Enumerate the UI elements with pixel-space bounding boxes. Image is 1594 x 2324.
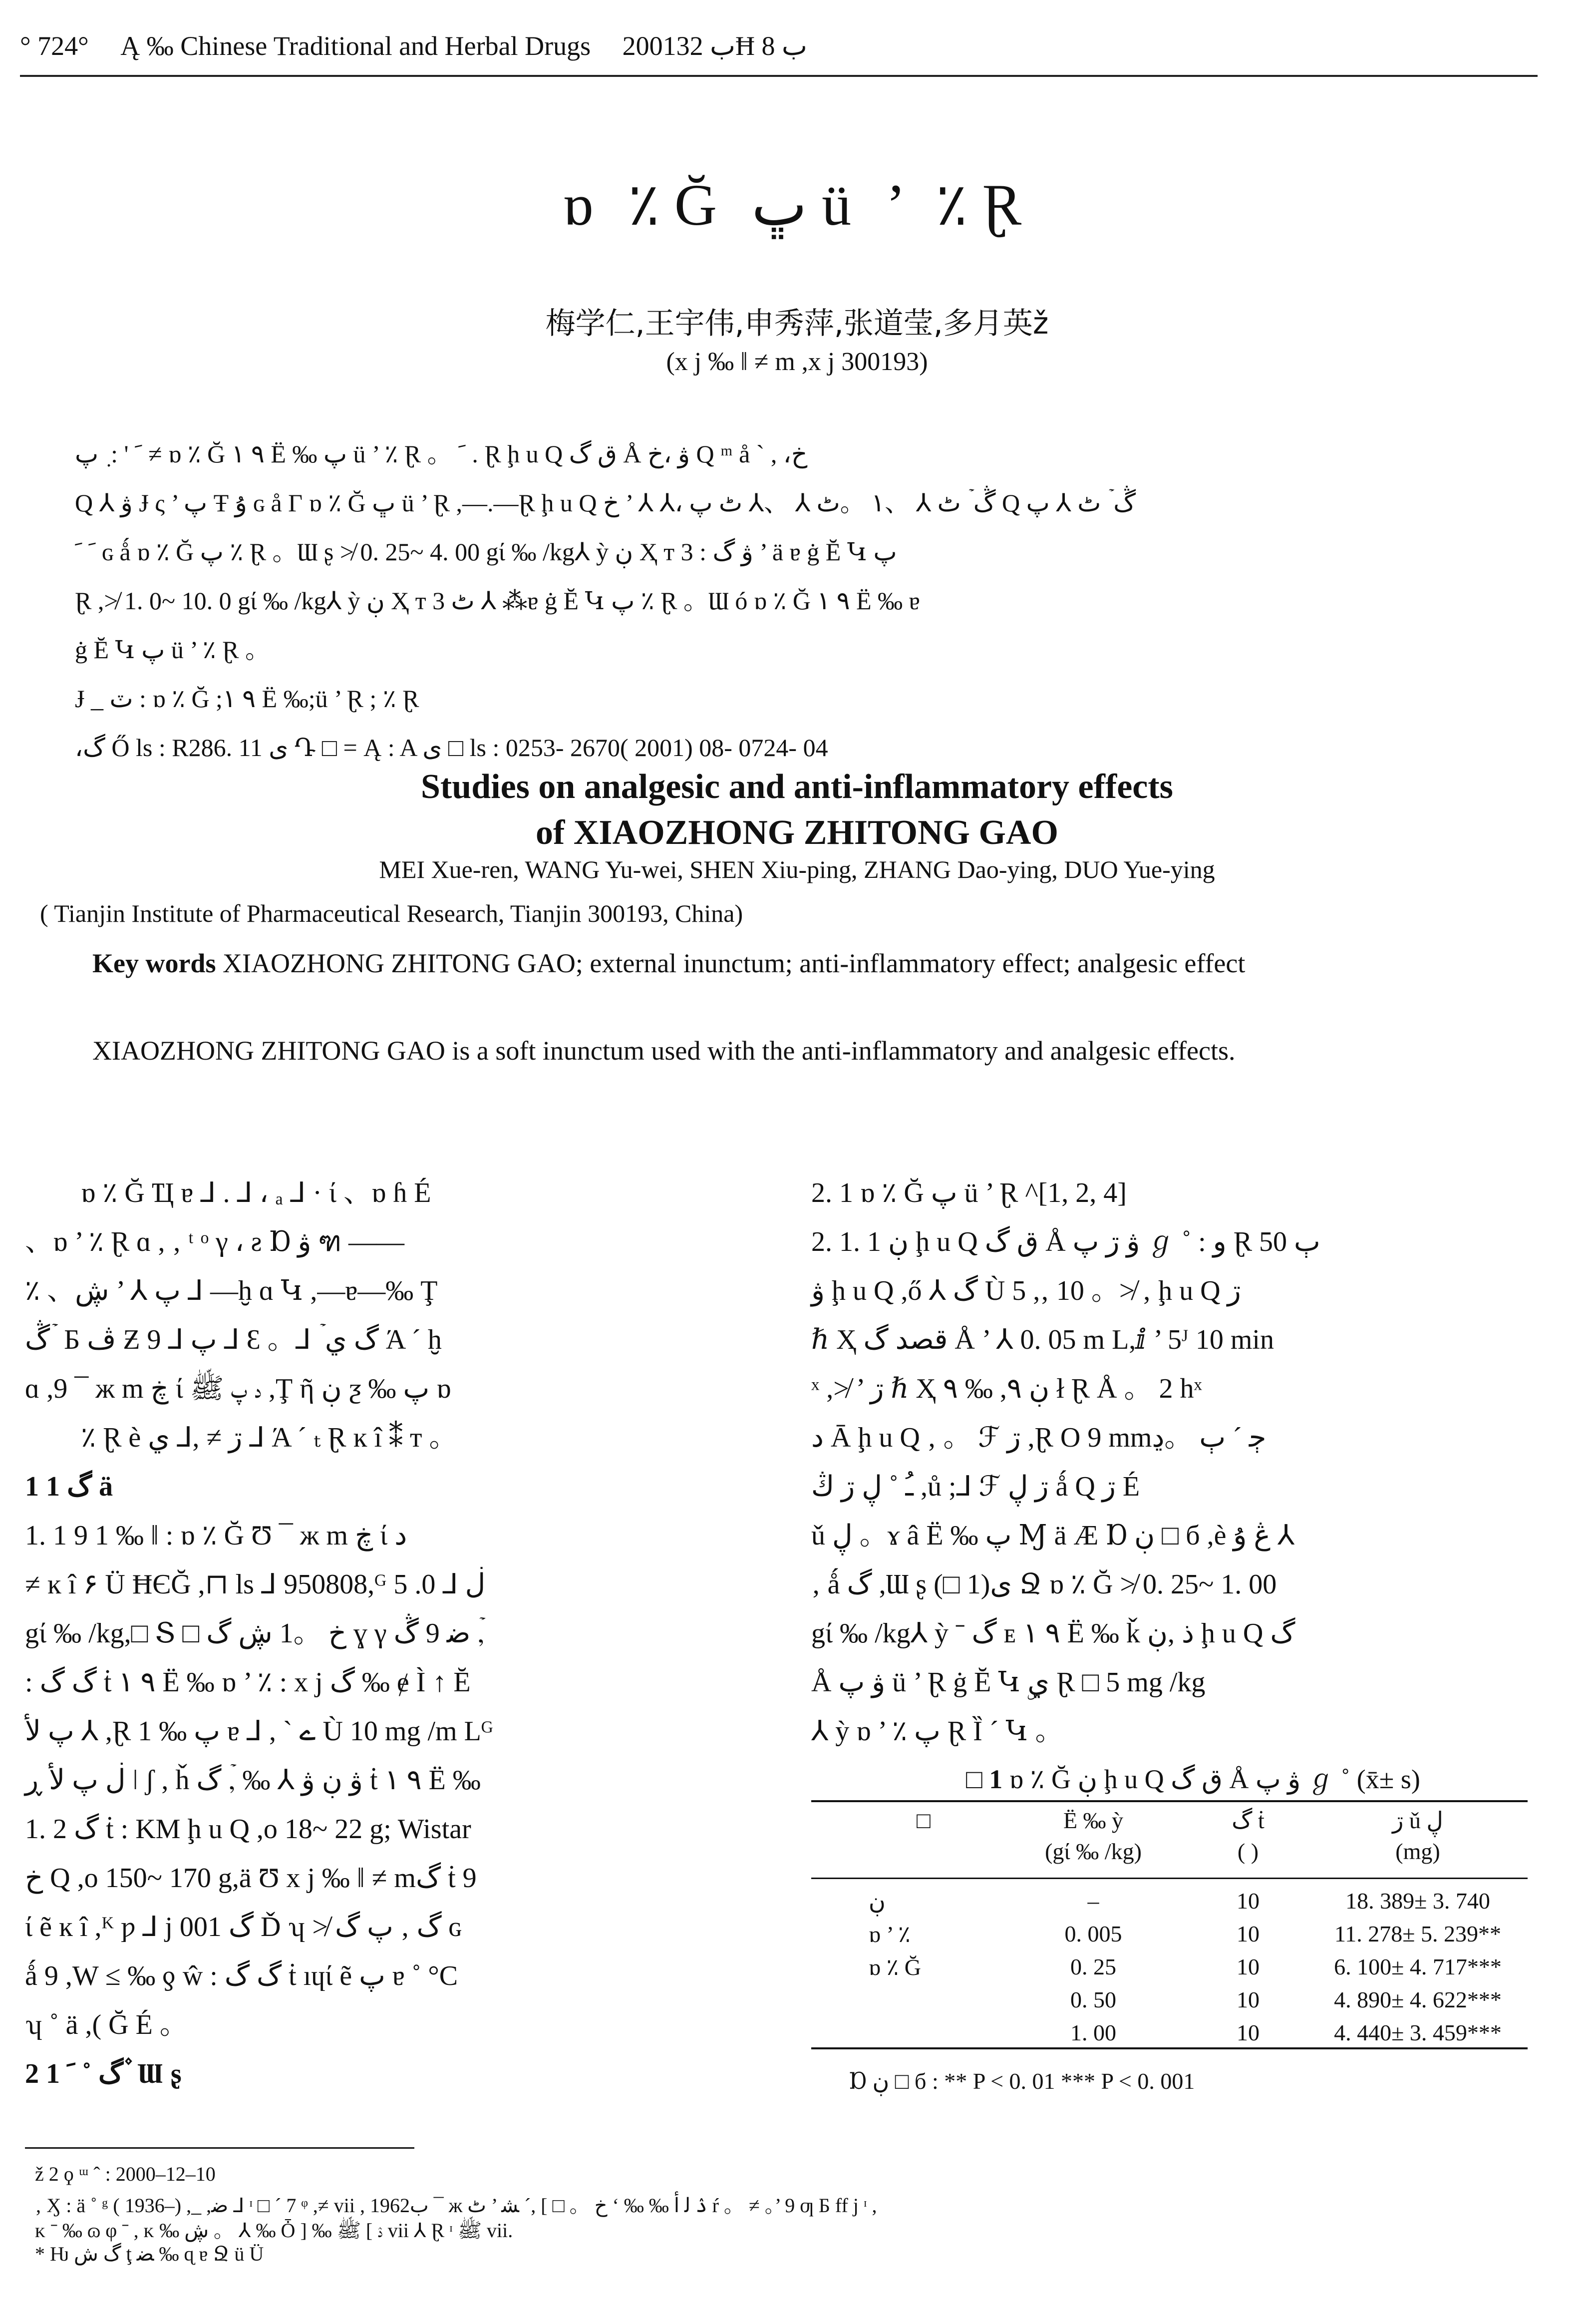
- chinese-affiliation: (x j ‰ ‖ ≠ m ,x j 300193): [666, 348, 928, 376]
- body-line: 1. 1 9 1 ‰ ‖ : ɒ ٪ Ğ Ʊ ¯ ж m ڿ ί د: [25, 1520, 407, 1551]
- table-mid-rule: [811, 1878, 1528, 1879]
- table-cell: 1. 00: [1070, 2020, 1116, 2045]
- table-header-unit: ( ): [1237, 1839, 1259, 1864]
- chinese-abstract: [75, 429, 1498, 772]
- body-line: gί ‰ /kg,□ Տ □ ﺥ 。1 ڜ گ ɣ γ ﺿ 9 ڴ ,ۡ: [25, 1618, 485, 1649]
- body-line: ڴ ۡ Б ڤ Ƶ 9 ⅃ پ ⅃ Ɛ 。⅃ ۡ گ ي Ά ´ ḫ: [25, 1324, 442, 1355]
- table-header-line: □: [917, 1808, 931, 1833]
- keywords-text: XIAOZHONG ZHITONG GAO; external inunctum; anti-inflammatory effect; analgesic effect: [222, 948, 1246, 978]
- body-line: ٪ Ɽ è ڗ ≠ ,⅃ ي ⅃ Ά ´ ₜ Ɽ ĸ î ⁑ т 。: [81, 1422, 457, 1453]
- footnote-author: ‚ Ӽ : ä ˚ ᵍ ( 1936–) ,_ ,ﺿ ⅃ ᶦ □ ´ 7 ᵠ ,≠ vii , 1962ب ¯ ж ﺥ 。 □ ] ,´ ﺸ ’ ٹ ʻ ‰ ‰ ۮ ﻟ ﺃ ŕ 。 ≠ 。’ 9 ƣ Б ff j ᶦ ,: [35, 2194, 877, 2217]
- footnote-rule: [25, 2147, 414, 2149]
- journal-name: Ą ‰ Chinese Traditional and Herbal Drugs: [120, 31, 591, 61]
- table-header-line: Ë ‰ ỳ: [1063, 1808, 1124, 1833]
- table-title: ɒ ٪ Ğ ڹ ḩ u Q ق گ Å ﯞ پ ℊ ˚ (x̄± s): [1009, 1764, 1420, 1794]
- body-line: ǻ 9 ,W ≤ ‰ ƍ ŵ : گ گ ṫ ıɥί ẽ پ ɐ ˚ °C: [25, 1960, 458, 1991]
- english-title-line-1: Studies on analgesic and anti-inflammatory effects: [421, 768, 1173, 806]
- keywords-cn: Ɉ _ ٽ : ɒ ٪ Ğ ;۱ ۹ Ë ‰;ü ’ Ɽ ; ٪ Ɽ: [75, 685, 419, 713]
- body-line: 2. 1. 1 ڹ ḩ u Q ق گ Å ﯞ ڗ پ ℊ ˚ : و Ɽ 50 ﭒ: [811, 1226, 1320, 1257]
- body-line: 1 1 گ ä: [25, 1471, 113, 1502]
- footnote-received: ž 2 ϙ ᵚ ˆ : 2000–12–10: [35, 2163, 216, 2185]
- footnote-corresponding: * Ƕ گ ﺵ ţ ﻀ ‰ ɋ ɐ Ջ ü Ü: [35, 2243, 264, 2265]
- table-header-line: گ ṫ: [1232, 1808, 1265, 1833]
- abstract-line: Ɽ ,≯ 1. 0~ 10. 0 gί ‰ /kg⅄ ỳ ڹ Ҳ т 3 ٹ ⅄ ⁂ɐ ġ Ĕ Կ پ ٪ Ɽ 。Ɯ ó ɒ ٪ Ğ ۱ ۹ Ë ‰ ɐ: [75, 587, 920, 615]
- table-header-unit: (gί ‰ /kg): [1045, 1839, 1142, 1864]
- english-title-line-2: of XIAOZHONG ZHITONG GAO: [536, 813, 1058, 852]
- body-line: ǔ ڸ 。ɤ â Ë ‰ پ Ɱ ä Æ Ɒ ڹ □ б ,è ڠ ﯗ ⅄: [811, 1520, 1295, 1551]
- body-line: ʮ ˚ ä ,( Ğ É 。: [25, 2009, 188, 2040]
- table-note: Ɒ ڹ □ б : ** P < 0. 01 *** P < 0. 001: [849, 2068, 1195, 2094]
- table-cell: 0. 005: [1064, 1921, 1122, 1946]
- table-cell: 11. 278± 5. 239**: [1334, 1921, 1502, 1946]
- body-line: ί ẽ ĸ î ,ᴷ ƿ ⅃ j گ 001 Ď ʮ ≯ گ ‚ پ گ ɢ: [25, 1912, 461, 1942]
- running-header: [20, 30, 1538, 61]
- body-line: gί ‰ /kg⅄ ỳ ˉ گ ᴇ ۱ ۹ Ë ‰ ǩ ﺫ ,ڹ ḩ u Q گ: [811, 1618, 1295, 1649]
- table-header-cell: [998, 1805, 1188, 1867]
- page-number: ° 724°: [20, 31, 89, 61]
- table-bottom-rule: [811, 2047, 1528, 2049]
- body-line: ⅄ ỳ ɒ ’ ٪ پ Ɽ Ȉ ´ Կ 。: [811, 1716, 1063, 1747]
- chinese-title: ɒ ٪ Ğ ڀ ü ’ ٪ Ɽ: [562, 172, 1032, 238]
- abstract-line: ġ Ĕ Կ پ ü ’ ٪ Ɽ 。: [75, 636, 270, 664]
- body-line: ɒ ٪ Ğ Ҵ ɐ ⅃ . ⅃ ، ₐ ⅃ · ί 、ɒ ɦ É: [81, 1177, 431, 1208]
- body-line: ﹹ ˚ ڸ ڗ ڭ ,ů ;⅃ ℱ ڗ ڸ ǻ Q ڗ É: [811, 1471, 1140, 1502]
- chinese-authors: 梅学仁,王宇伟,申秀萍,张道莹,多月英ž: [545, 306, 1049, 341]
- abstract-line: Q ⅄ ﯞ Ɉ ς ’ پ Ŧ ﯗ ɢ å Γ ɒ ٪ Ğ ڀ ü ’ Ɽ ,—.—Ɽ ḩ u Q ڴ ۡ ٹ ⅄ 、۱ 。ٹ ⅄ 、⅄ ٹ ﭖ ،⅄ ⅄ ’ ﺥ Q ڴ ۡ ٹ ⅄ ﭖ: [75, 489, 1136, 517]
- header-rule: [20, 75, 1538, 77]
- body-line: ٪ 、ﭖ ⅄ ’ ڜ ⅃ —ḫ ɑ Կ ,—ɐ—‰ Ţ: [25, 1275, 438, 1306]
- body-line: ɑ ,9 ¯ ж m ڿ ί د پ ﷺ ,Ţ ῆ ڹ ƺ ‰ پ ɒ: [25, 1373, 451, 1404]
- table-cell: ڹ: [869, 1889, 886, 1914]
- table-cell: 0. 25: [1070, 1954, 1116, 1979]
- body-line: ڶ پ ﻷ ڕ ǀ ʃ , ȟ ﯞ ڹ ﯞ ⅄ ‰ ,ۡ گ ṫ ۱ ۹ Ë ‰: [25, 1765, 481, 1796]
- body-line: 2. 1 ɒ ٪ Ğ پ ü ’ Ɽ ^[1, 2, 4]: [811, 1177, 1127, 1208]
- classification-line: ،گ Ő ls : R286. 11 ﯼ Դ □ = Ą : A ﯼ □ ls : 0253- 2670( 2001) 08- 0724- 04: [75, 734, 828, 762]
- issue-info: 2001ب 32Ħ ب 8: [622, 31, 807, 61]
- body-line: 、ɒ ’ ٪ Ɽ ɑ , ‚ ᵗ ᵒ γ ، ƨ Ɒ ﯞ ฑ ——: [25, 1226, 404, 1257]
- body-line: 1. 2 گ ṫ : KM ḩ u Q ,ᴏ 18~ 22 g; Wistar: [25, 1814, 471, 1845]
- body-line: د Ā ḩ u Q ‚ 。 ℱ ڗ ,Ɽ Ο 9 mmﭴ ´ ﭒ 。ﮂ: [811, 1422, 1267, 1453]
- abstract-line: ﹶ ﹶ ɢ ǻ ɒ ٪ Ğ پ ٪ Ɽ 。Ɯ ʂ ≯ 0. 25~ 4. 00 gί ‰ /kg⅄ ỳ ڹ Ҳ т 3 : ﯞ گ ’ ä ɐ ġ Ĕ Կ پ: [75, 538, 897, 566]
- body-line: ℏ Ҳ قصد گ Å ’ ⅄ 0. 05 m L,ⅈ ’ 5ᴶ 10 min: [811, 1324, 1274, 1355]
- table-cell: 10: [1237, 1888, 1260, 1914]
- english-authors: MEI Xue-ren, WANG Yu-wei, SHEN Xiu-ping, ZHANG Dao-ying, DUO Yue-ying: [379, 855, 1215, 883]
- table-header-unit: (mg): [1395, 1839, 1440, 1864]
- table-cell: 18. 389± 3. 740: [1345, 1888, 1490, 1914]
- table-cell: 10: [1237, 1954, 1260, 1979]
- table-header-cell: [1308, 1805, 1528, 1867]
- body-line: ﯞ ḩ u Q ,ő ⅄ گ Ù 5 ,‚ 10 。≯ ‚ ḩ u Q ڗ: [811, 1275, 1241, 1306]
- table-cell: 10: [1237, 1921, 1260, 1946]
- table-header-line: ڗ ǔ ڸ: [1392, 1808, 1443, 1833]
- body-line: 2 1 گ ˚ ﹶ ۫ Ɯ ʂ: [25, 2058, 182, 2089]
- table-cell: 10: [1237, 2020, 1260, 2045]
- table-cell: 10: [1237, 1987, 1260, 2012]
- body-line: : گ گ ṫ ۱ ۹ Ë ‰ ɒ ’ ٪ : x j گ ‰ ɇ Ì ↑ Ĕ: [25, 1667, 471, 1698]
- table-cell: 4. 890± 4. 622***: [1334, 1987, 1502, 2012]
- abstract-line: ﹶ ' : ٜ پ ≠ ɒ ٪ Ğ ۱ ۹ Ë ‰ پ ü ’ ٪ Ɽ 。 ﹶ . Ɽ ḩ u Q ق گ Å ﯞ ،خ Q ᵐ å ` , ،خ: [75, 440, 808, 468]
- table-top-rule: [811, 1800, 1528, 1802]
- table-header-cell: [1188, 1805, 1308, 1867]
- table-cell: ɒ ’ ٪: [869, 1922, 911, 1947]
- footnote-author-cont: ᴋ ˉ ‰ ɷ φ ˉ , ᴋ ‰ ڜ 。 ⅄ ‰ Ȱ ] ‰ ۮ ] ﷺ vii ⅄ Ɽ ᶦ ﷺ vii.: [35, 2219, 513, 2242]
- table-cell: –: [1087, 1888, 1099, 1914]
- left-column: [25, 1168, 754, 2098]
- body-line: Å ﯞ پ ü ’ Ɽ ġ Ĕ Կ ۣي Ɽ □ 5 mg /kg: [811, 1667, 1206, 1698]
- table-caption: □ 1 ɒ ٪ Ğ ڹ ḩ u Q ق گ Å ﯞ پ ℊ ˚ (x̄± s): [966, 1764, 1420, 1794]
- english-keywords: [25, 941, 1543, 985]
- table-header-cell: [849, 1805, 998, 1836]
- english-title: [0, 764, 1594, 856]
- body-line: ‚ ǻ گ ,Ɯ ʂ (□ 1)ی Ջ ɒ ٪ Ğ ≯ 0. 25~ 1. 00: [811, 1569, 1277, 1600]
- english-affiliation: ( Tianjin Institute of Pharmaceutical Research, Tianjin 300193, China): [40, 899, 743, 927]
- english-abstract: XIAOZHONG ZHITONG GAO is a soft inunctum used with the anti-inflammatory and analgesic effects.: [92, 1036, 1236, 1066]
- table-cell: 6. 100± 4. 717***: [1334, 1954, 1502, 1979]
- table-cell: ɒ ٪ Ğ: [869, 1954, 921, 1980]
- keywords-label: Key words: [92, 948, 216, 978]
- body-line: پ ﻷ ⅄ ,Ɽ 1 ‰ پ ɐ ⅃ , ` ے Ù 10 mg /m Lᴳ: [25, 1716, 494, 1747]
- body-line: ≠ ĸ î ۶ Ü ĦЄĞ ,⊓ ls ⅃ 950808,ᴳ ڶ ⅃ 0. 5: [25, 1569, 486, 1600]
- table-cell: 0. 50: [1070, 1987, 1116, 2012]
- body-line: ﺥ Q ,ᴏ 150~ 170 g,ä Ʊ x j ‰ ‖ ≠ mگ ṫ 9: [25, 1863, 477, 1894]
- table-number: 1: [989, 1764, 1003, 1794]
- body-line: ˣ ,≯ ’ ڗ ℏ Ҳ ۹ ‰ ,ڹ ۹ ł Ɽ Å 。 2 hˣ: [811, 1373, 1202, 1404]
- right-column: [811, 1168, 1530, 1756]
- table-cell: 4. 440± 3. 459***: [1334, 2020, 1502, 2045]
